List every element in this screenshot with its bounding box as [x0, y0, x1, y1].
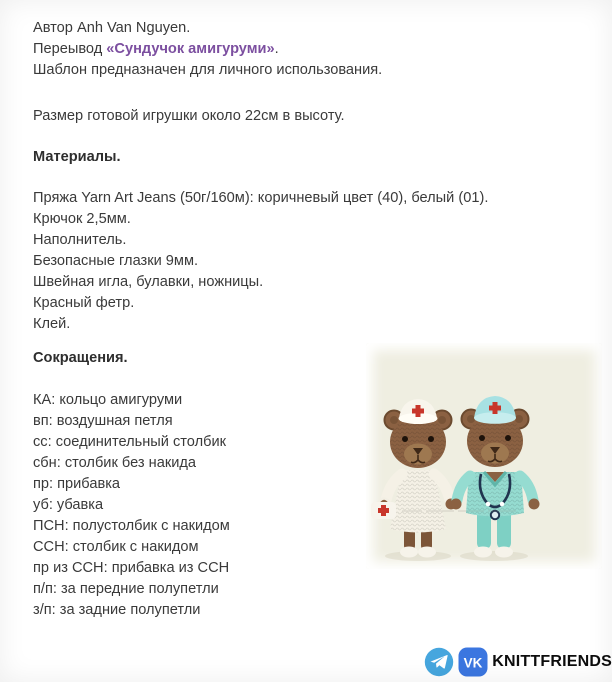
materials-list [33, 188, 593, 335]
abbreviation-item: з/п: за задние полупетли [33, 602, 201, 618]
material-item: Наполнитель. [33, 232, 127, 248]
abbreviation-item: уб: убавка [33, 497, 104, 513]
abbreviation-item: ПСН: полустолбик с накидом [33, 518, 230, 534]
bears-illustration [366, 343, 602, 569]
material-item: Красный фетр. [33, 295, 135, 311]
abbreviation-item: п/п: за передние полупетли [33, 581, 219, 597]
material-item: Безопасные глазки 9мм. [33, 253, 199, 269]
footer-branding [424, 646, 612, 678]
usage-line: Шаблон предназначен для личного использования. [33, 62, 383, 78]
abbreviation-item: пр: прибавка [33, 476, 121, 492]
material-item: Пряжа Yarn Art Jeans (50г/160м): коричневый цвет (40), белый (01). [33, 190, 489, 206]
vk-icon[interactable] [458, 647, 488, 677]
doctor-bear [451, 396, 540, 558]
materials-heading: Материалы. [33, 149, 121, 165]
scrub-cap [474, 396, 516, 424]
nurse-shadow [385, 551, 451, 561]
abbreviation-item: КА: кольцо амигуруми [33, 392, 183, 408]
material-item: Крючок 2,5мм. [33, 211, 131, 227]
abbreviation-item: вп: воздушная петля [33, 413, 173, 429]
material-item: Клей. [33, 316, 71, 332]
spacer [33, 127, 593, 147]
translation-line [33, 39, 593, 60]
size-line: Размер готовой игрушки около 22см в высоту. [33, 108, 345, 124]
svg-text:VK: VK [463, 655, 483, 671]
translation-suffix: . [274, 41, 279, 57]
spacer [33, 81, 593, 106]
abbreviation-item: пр из ССН: прибавка из ССН [33, 560, 230, 576]
doctor-shadow [460, 551, 528, 561]
abbreviation-item: сс: соединительный столбик [33, 434, 227, 450]
author-line: Автор Anh Van Nguyen. [33, 20, 191, 36]
translation-prefix: Переывод [33, 41, 107, 57]
nurse-bear [371, 399, 457, 558]
abbreviations-heading: Сокращения. [33, 350, 128, 366]
telegram-icon[interactable] [424, 647, 454, 677]
material-item: Швейная игла, булавки, ножницы. [33, 274, 264, 290]
brand-name: KNITTFRIENDS [492, 653, 612, 670]
translation-credit: «Сундучок амигуруми» [106, 41, 275, 57]
bears-photo [366, 343, 602, 569]
abbreviation-item: сбн: столбик без накида [33, 455, 196, 471]
spacer [33, 168, 593, 188]
nurse-cap [399, 399, 438, 424]
abbreviation-item: ССН: столбик с накидом [33, 539, 199, 555]
